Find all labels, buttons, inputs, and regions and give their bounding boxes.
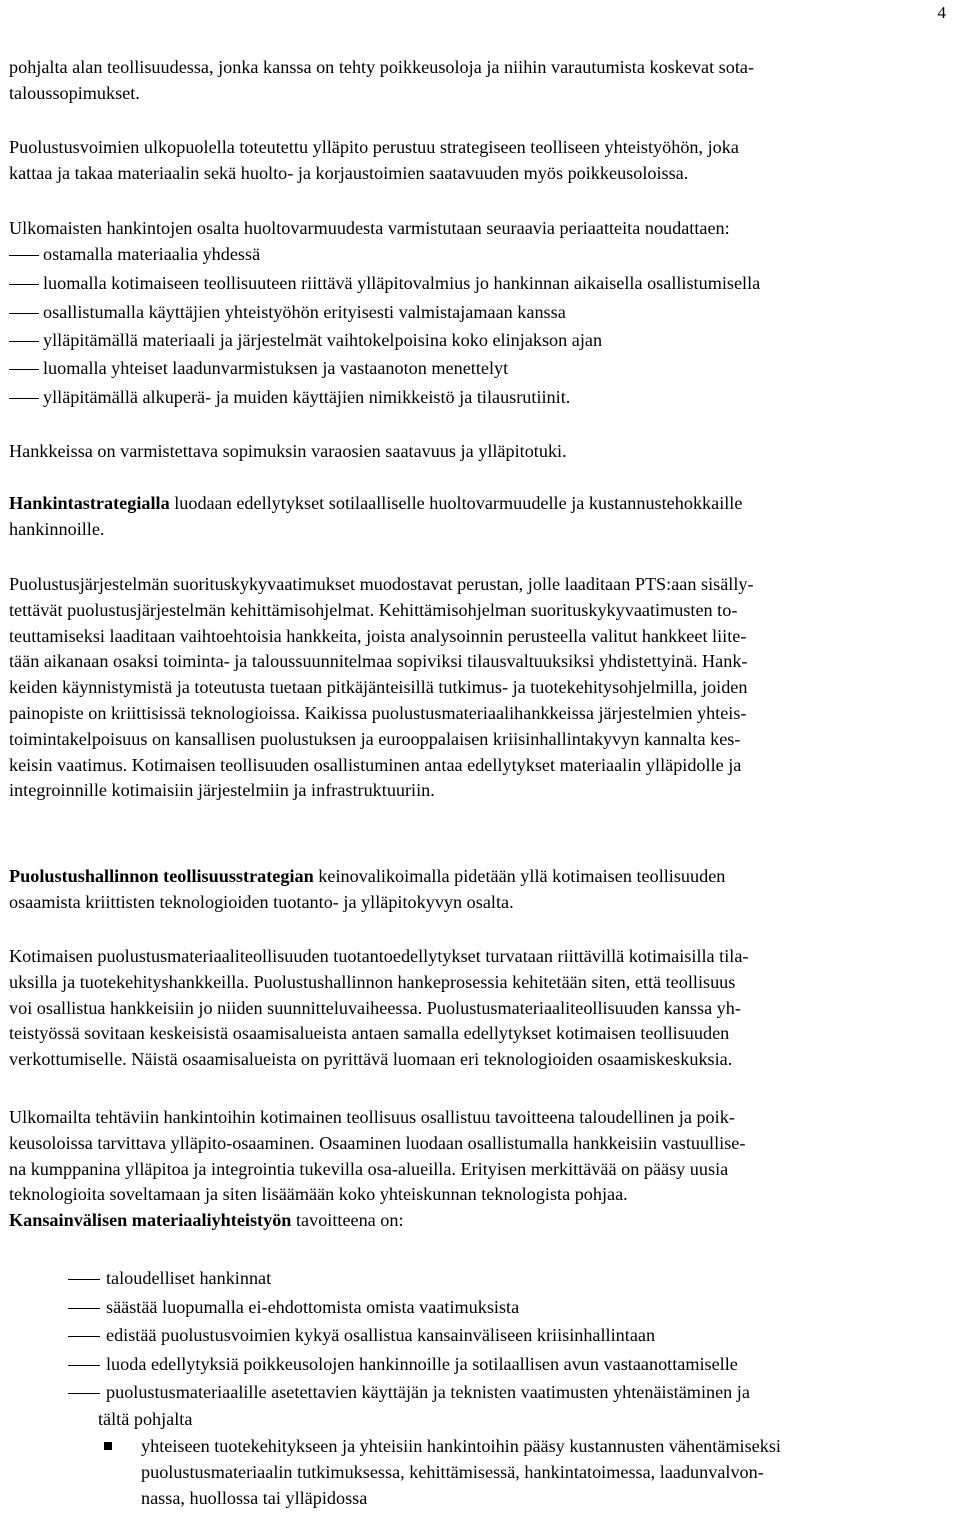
paragraph-6 — [9, 572, 949, 804]
text-line: taloussopimukset. — [9, 82, 140, 103]
text-line: na kumppanina ylläpitoa ja integrointia tukevilla osa-alueilla. Erityisen merkittävää on pääsy uusia — [9, 1158, 729, 1179]
paragraph-5 — [9, 491, 949, 543]
sublist-item — [141, 1434, 951, 1511]
text-line: kattaa ja takaa materiaalin sekä huolto- ja korjaustoimien saatavuuden myös poikkeusoloissa. — [9, 162, 689, 183]
list-item-text: ylläpitämällä materiaali ja järjestelmät vaihtokelpoisina koko elinjakson ajan — [43, 330, 603, 350]
text-line: Ulkomaisten hankintojen osalta huoltovarmuudesta varmistutaan seuraavia periaatteita noudattaen: — [9, 218, 730, 238]
text-line: integroinnille kotimaisiin järjestelmiin ja infrastruktuuriin. — [9, 780, 435, 801]
text-run: keinovalikoimalla pidetään yllä kotimaisen teollisuuden — [313, 866, 726, 886]
text-line: Kotimaisen puolustusmateriaaliteollisuuden tuotantoedellytykset turvataan riittävillä kotimaisilla tila- — [9, 946, 749, 966]
list-item-text: luoda edellytyksiä poikkeusolojen hankinnoille ja sotilaallisen avun vastaanottamiselle — [106, 1354, 738, 1374]
list-item-text: tältä pohjalta — [98, 1409, 193, 1429]
text-line: uksilla ja tuotekehityshankkeilla. Puolustushallinnon hankeprosessia kehitetään siten, että teollisuus — [9, 971, 736, 992]
list-item-text: ostamalla materiaalia yhdessä — [43, 244, 261, 264]
list-item-text: puolustusmateriaalille asetettavien käyttäjän ja teknisten vaatimusten yhtenäistäminen ja — [106, 1382, 750, 1402]
text-line: painopiste on kriittisissä teknologioissa. Kaikissa puolustusmateriaalihankkeissa järjestelmien yhteis- — [9, 702, 747, 723]
page-number: 4 — [937, 3, 946, 22]
text-line: verkottumiselle. Näistä osaamisalueista on pyrittävä luomaan eri teknologioiden osaamiskeskuksia. — [9, 1049, 733, 1070]
text-line: tettävät puolustusjärjestelmän kehittämisohjelmat. Kehittämisohjelman suorituskykyvaatimusten to- — [9, 599, 738, 620]
paragraph-8 — [9, 944, 949, 1073]
text-line: Hankkeissa on varmistettava sopimuksin varaosien saatavuus ja ylläpitotuki. — [9, 441, 567, 461]
list-item-text: ylläpitämällä alkuperä- ja muiden käyttäjien nimikkeistö ja tilausrutiinit. — [43, 387, 571, 407]
bold-term: Puolustushallinnon teollisuusstrategian — [9, 866, 314, 886]
text-line: toimintakelpoisuus on kansallisen puolustuksen ja eurooppalaisen kriisinhallintakyvyn kannalta kes- — [9, 728, 741, 749]
text-line: keiden käynnistymistä ja toteutusta tuetaan pitkäjänteisillä tutkimus- ja tuotekehitysohjelmilla, joiden — [9, 677, 748, 698]
list-item-text: luomalla yhteiset laadunvarmistuksen ja vastaanoton menettelyt — [43, 358, 509, 378]
text-line: teuttamiseksi laaditaan vaihtoehtoisia hankkeita, joista analysoinnin perusteella valitut hankkeet liite- — [9, 625, 747, 646]
text-line: voi osallistua hankkeisiin jo niiden suunnitteluvaiheessa. Puolustusmateriaaliteollisuuden kanssa yh- — [9, 997, 741, 1018]
bold-term: Hankintastrategialla — [9, 493, 170, 513]
text-line: yhteiseen tuotekehitykseen ja yhteisiin hankintoihin pääsy kustannusten vähentämiseksi — [141, 1436, 781, 1456]
paragraph-1 — [9, 55, 949, 107]
bold-term: Kansainvälisen materiaaliyhteistyön — [9, 1210, 292, 1231]
text-line: tään aikanaan osaksi toiminta- ja taloussuunnitelmaa sopiviksi tilausvaltuuksiksi yhdistettyinä. Hank- — [9, 651, 748, 672]
list-item-text: luomalla kotimaiseen teollisuuteen riittävä ylläpitovalmius jo hankinnan aikaisella osallistumisella — [43, 273, 761, 293]
list-item-text: taloudelliset hankinnat — [106, 1268, 272, 1288]
text-run: tavoitteena on: — [291, 1210, 404, 1231]
paragraph-7 — [9, 864, 949, 916]
text-line: Ulkomailta tehtäviin hankintoihin kotimainen teollisuus osallistuu tavoitteena taloudellinen ja poik- — [9, 1107, 735, 1127]
text-line: osaamista kriittisten teknologioiden tuotanto- ja ylläpitokyvyn osalta. — [9, 891, 514, 912]
list-item-text: osallistumalla käyttäjien yhteistyöhön erityisesti valmistajamaan kanssa — [43, 302, 566, 322]
text-line: teistyössä sovitaan keskeisistä osaamisalueista antaen samalla edellytykset kotimaisen teollisuuden — [9, 1023, 730, 1044]
text-line: puolustusmateriaalin tutkimuksessa, kehittämisessä, hankintatoimessa, laadunvalvon- — [141, 1461, 764, 1482]
paragraph-4 — [9, 439, 949, 465]
paragraph-9 — [9, 1105, 949, 1234]
list-item-text: säästää luopumalla ei-ehdottomista omista vaatimuksista — [106, 1297, 520, 1317]
text-line: nassa, huollossa tai ylläpidossa — [141, 1487, 368, 1508]
text-line: Puolustusvoimien ulkopuolella toteutettu ylläpito perustuu strategiseen teolliseen yhteistyöhön, joka — [9, 137, 739, 157]
text-line: keusoloissa tarvittava ylläpito-osaaminen. Osaaminen luodaan osallistumalla hankkeisiin vastuullise- — [9, 1132, 746, 1153]
list-item-text: edistää puolustusvoimien kykyä osallistua kansainväliseen kriisinhallintaan — [106, 1325, 656, 1345]
text-line: teknologioita soveltamaan ja siten lisäämään koko yhteiskunnan teknologista pohjaa. — [9, 1184, 628, 1205]
text-line: pohjalta alan teollisuudessa, jonka kanssa on tehty poikkeusoloja ja niihin varautumista koskevat sota- — [9, 57, 755, 77]
text-line: hankinnoille. — [9, 518, 105, 539]
paragraph-3-intro — [9, 216, 949, 242]
paragraph-2 — [9, 135, 949, 187]
text-line: keisin vaatimus. Kotimaisen teollisuuden osallistuminen antaa edellytykset materiaalin ylläpidolle ja — [9, 754, 742, 775]
square-bullet-icon — [104, 1442, 112, 1450]
text-run: luodaan edellytykset sotilaalliselle huoltovarmuudelle ja kustannustehokkaille — [169, 493, 743, 513]
text-line: Puolustusjärjestelmän suorituskykyvaatimukset muodostavat perustan, jolle laaditaan PTS:aan sisälly- — [9, 574, 754, 594]
